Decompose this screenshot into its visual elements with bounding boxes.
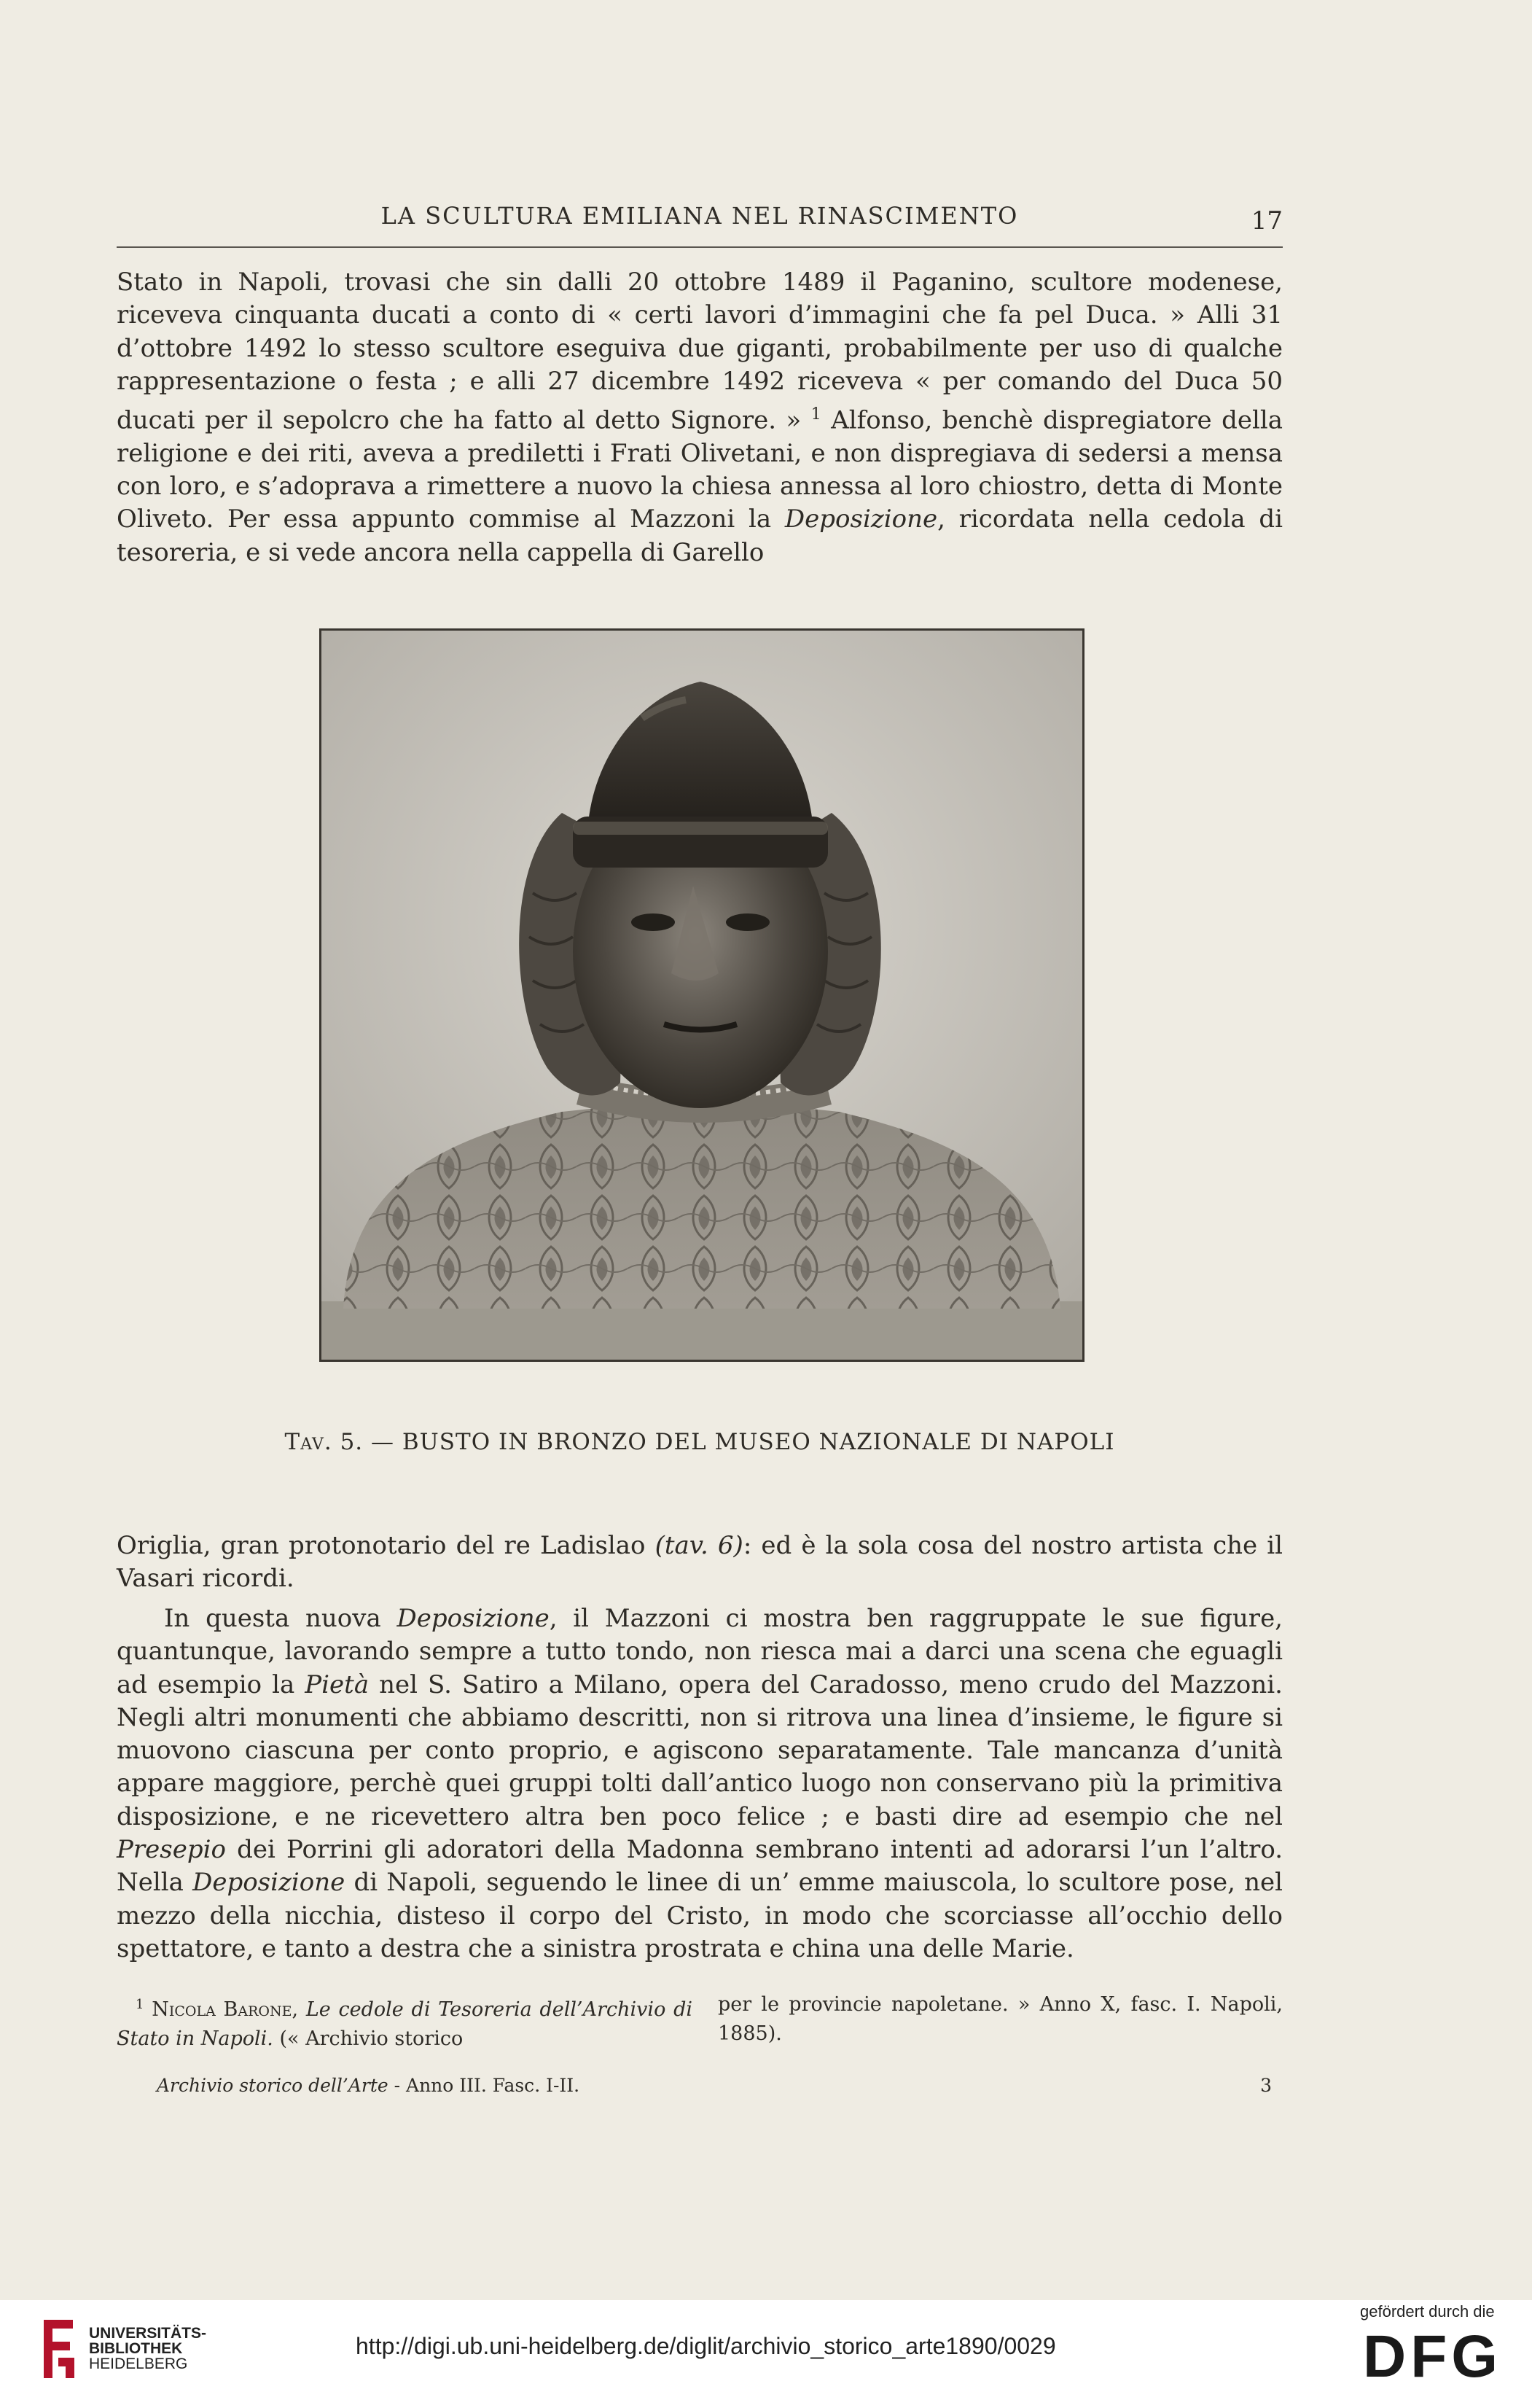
header-rule: [117, 246, 1283, 248]
paragraph-nuova-deposizione: [117, 1602, 1283, 1965]
footnote-reference: 1: [810, 405, 821, 424]
text-run: , il Mazzoni ci mostra ben raggruppate le sue figure, quantunque, lavorando sempre a tutto tondo, non riesca mai a darci una scena che eguagli ad esempio la: [117, 1604, 1283, 1699]
paragraph-origlia: [117, 1530, 1283, 1596]
italic-title: Deposizione: [396, 1604, 550, 1633]
caption-plate: Tav. 5.: [284, 1429, 364, 1455]
text-run: dei Porrini gli adoratori della Madonna sembrano intenti ad adorarsi l’un l’altro. Nella: [117, 1835, 1283, 1898]
plate-reference: (tav. 6): [654, 1531, 743, 1560]
footnote-title: Le cedole di Tesoreria dell’Archivio di Stato in Napoli.: [117, 1998, 692, 2050]
caption-text: BUSTO IN BRONZO DEL MUSEO NAZIONALE DI NAPOLI: [402, 1429, 1115, 1455]
paragraph-opening: [117, 266, 1283, 569]
footnote-text: (« Archivio storico: [273, 2027, 464, 2050]
footer-issue: - Anno III. Fasc. I-II.: [388, 2075, 580, 2096]
italic-title: Deposizione: [784, 504, 938, 534]
running-title: LA SCULTURA EMILIANA NEL RINASCIMENTO: [380, 202, 1019, 230]
running-header: [117, 199, 1283, 243]
bronze-bust-illustration: [321, 631, 1082, 1360]
caption-dash: —: [363, 1429, 402, 1455]
dfg-logo: DFG: [1363, 2323, 1503, 2390]
university-library-logo-icon: [36, 2312, 82, 2385]
figure-caption: [117, 1429, 1283, 1455]
sheet-signature: 3: [1260, 2075, 1272, 2096]
text-run: nel S. Satiro a Milano, opera del Caradosso, meno crudo del Mazzoni. Negli altri monumenti che abbiamo descritti, non si ritrova una linea d’insieme, le figure si muovono ciascuna per conto proprio, e agiscono separatamente. Tale mancanza d’unità appare maggiore, perchè quei gruppi tolti dall’antico luogo non conservano più la primitiva disposizione, e ne ricevettero altra ben poco felice ; e basti dire ad esempio che nel: [117, 1669, 1283, 1831]
page-number: 17: [1251, 206, 1283, 235]
footnote-author: Nicola Barone: [152, 1998, 292, 2021]
library-name-line3: HEIDELBERG: [89, 2356, 188, 2372]
footnote-number: 1: [136, 1997, 144, 2012]
text-run: Origlia, gran protonotario del re Ladislao: [117, 1531, 655, 1560]
text-run: In questa nuova: [164, 1604, 397, 1633]
italic-title: Deposizione: [192, 1868, 345, 1898]
text-run: Stato in Napoli, trovasi che sin dalli 20 ottobre 1489 il Paganino, scultore modenese, riceveva cinquanta ducati a conto di « certi lavori d’immagini che fa pel Duca. » Alli 31 d’ottobre 1492 lo stesso scultore eseguiva due giganti, probabilmente per uso di qualche rappresentazione o festa ; e alli 27 dicembre 1492 riceveva « per comando del Duca 50 ducati per il sepolcro che ha fatto al detto Signore. »: [117, 268, 1283, 435]
library-name-line1: UNIVERSITÄTS-: [89, 2325, 207, 2342]
page-footer: [157, 2075, 1272, 2096]
library-name-line2: BIBLIOTHEK: [89, 2340, 183, 2357]
text-run: , ricordata nella cedola di tesoreria, e si vede ancora nella cappella di Garello: [117, 504, 1283, 567]
dfg-caption: gefördert durch die: [1360, 2302, 1495, 2321]
italic-title: Presepio: [117, 1835, 226, 1865]
footer-journal: Archivio storico dell’Arte: [157, 2075, 388, 2096]
text-run: Alfonso, benchè dispregiatore della religione e dei riti, aveva a prediletti i Frati Olivetani, e non dispregiava di sedersi a mensa con loro, e s’adoprava a rimettere a nuovo la chiesa annessa al loro chiostro, detta di Monte Oliveto. Per essa appunto commise al Mazzoni la: [117, 405, 1283, 534]
text-run: : ed è la sola cosa del nostro artista che il Vasari ricordi.: [117, 1531, 1283, 1594]
university-library-name: [89, 2326, 206, 2372]
italic-title: Pietà: [305, 1669, 370, 1699]
text-run: di Napoli, seguendo le linee di un’ emme maiuscola, lo scultore pose, nel mezzo della nicchia, disteso il corpo del Cristo, in modo che scorciasse all’occhio dello spettatore, e tanto a destra che a sinistra prostrata e china una delle Marie.: [117, 1868, 1283, 1963]
figure-bust-photo: [319, 628, 1084, 1362]
footnote-right-column: per le provincie napoletane. » Anno X, fasc. I. Napoli, 1885).: [718, 1993, 1283, 2045]
footnote-separator: ,: [292, 1998, 306, 2021]
permalink[interactable]: http://digi.ub.uni-heidelberg.de/diglit/archivio_storico_arte1890/0029: [356, 2333, 1056, 2359]
footnote-left-column: [117, 1990, 692, 2054]
